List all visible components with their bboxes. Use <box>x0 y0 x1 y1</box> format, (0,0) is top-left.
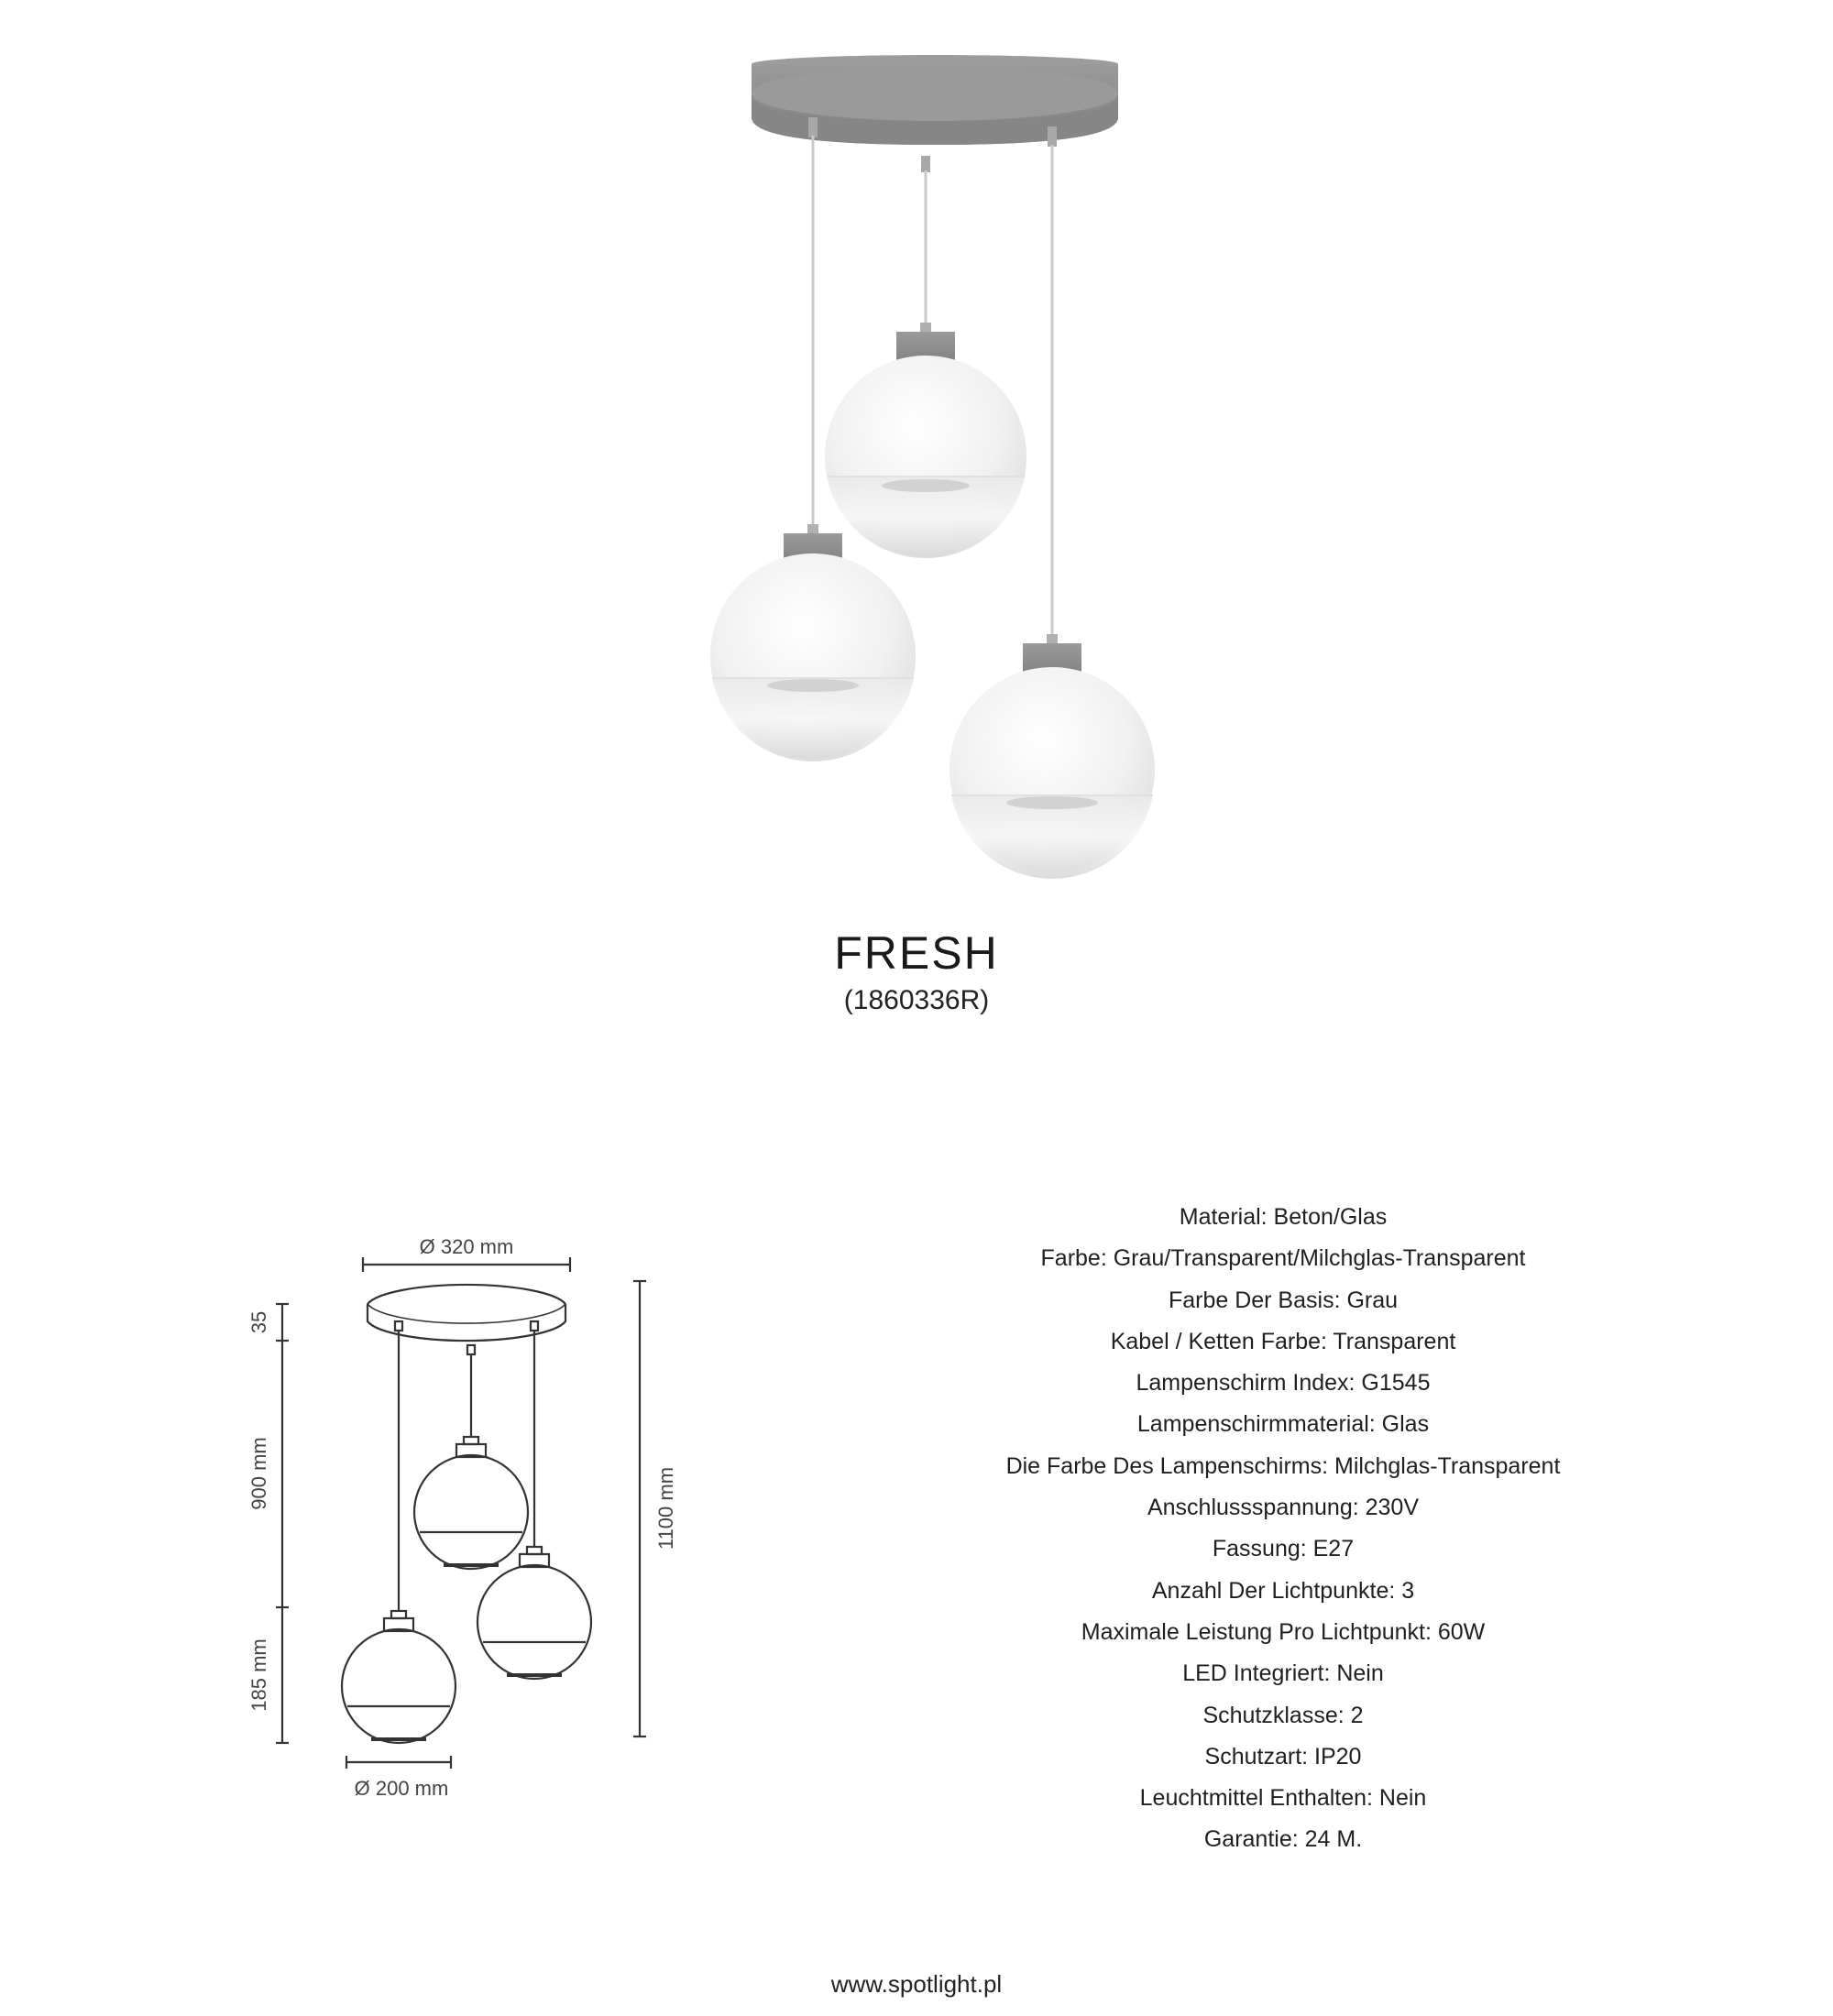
product-photo <box>642 37 1191 889</box>
spec-shade-color: Die Farbe Des Lampenschirms: Milchglas-Transparent <box>1005 1452 1561 1479</box>
drawing-base-plate <box>368 1285 565 1341</box>
pendant-shade-right <box>949 634 1155 879</box>
spec-voltage: Anschlussspannung: 230V <box>1147 1495 1420 1521</box>
spec-max-power: Maximale Leistung Pro Lichtpunkt: 60W <box>1081 1618 1486 1645</box>
spec-base-color: Farbe Der Basis: Grau <box>1168 1287 1399 1313</box>
drawing-shade-center <box>414 1437 528 1569</box>
total-height-dimension <box>633 1281 646 1737</box>
base-height-label: 35 <box>247 1310 270 1334</box>
spec-light-points: Anzahl Der Lichtpunkte: 3 <box>1151 1577 1415 1604</box>
product-name: FRESH <box>834 927 999 979</box>
cable-length-label: 900 mm <box>247 1437 270 1510</box>
spec-ip-rating: Schutzart: IP20 <box>1204 1743 1362 1769</box>
spec-led-integrated: LED Integriert: Nein <box>1182 1660 1384 1687</box>
shade-diameter-label: Ø 200 mm <box>354 1777 449 1800</box>
product-code: (1860336R) <box>843 985 990 1015</box>
left-height-dimensions <box>276 1304 289 1743</box>
shade-diameter-dimension <box>346 1756 451 1769</box>
spec-warranty: Garantie: 24 M. <box>1203 1826 1363 1853</box>
spec-color: Farbe: Grau/Transparent/Milchglas-Transparent <box>1040 1245 1526 1272</box>
ceiling-base <box>752 55 1118 145</box>
pendant-shade-left <box>710 524 916 761</box>
pendant-shade-center <box>825 323 1026 558</box>
product-title-block <box>0 926 1833 1019</box>
spec-shade-material: Lampenschirmmaterial: Glas <box>1136 1411 1430 1438</box>
spec-cable-color: Kabel / Ketten Farbe: Transparent <box>1110 1328 1456 1354</box>
base-diameter-label: Ø 320 mm <box>419 1235 514 1258</box>
spec-socket: Fassung: E27 <box>1212 1536 1355 1562</box>
spec-bulb-included: Leuchtmittel Enthalten: Nein <box>1139 1785 1427 1812</box>
technical-drawing <box>229 1219 706 1824</box>
spec-protection-class: Schutzklasse: 2 <box>1202 1702 1364 1728</box>
spec-list <box>953 1197 1613 1861</box>
drawing-shade-left <box>342 1611 456 1743</box>
base-diameter-dimension <box>363 1257 570 1272</box>
spec-shade-index: Lampenschirm Index: G1545 <box>1136 1370 1431 1397</box>
shade-height-label: 185 mm <box>247 1638 270 1712</box>
footer-website[interactable]: www.spotlight.pl <box>830 1970 1003 1998</box>
total-height-label: 1100 mm <box>654 1466 677 1550</box>
spec-material: Material: Beton/Glas <box>1179 1204 1388 1230</box>
